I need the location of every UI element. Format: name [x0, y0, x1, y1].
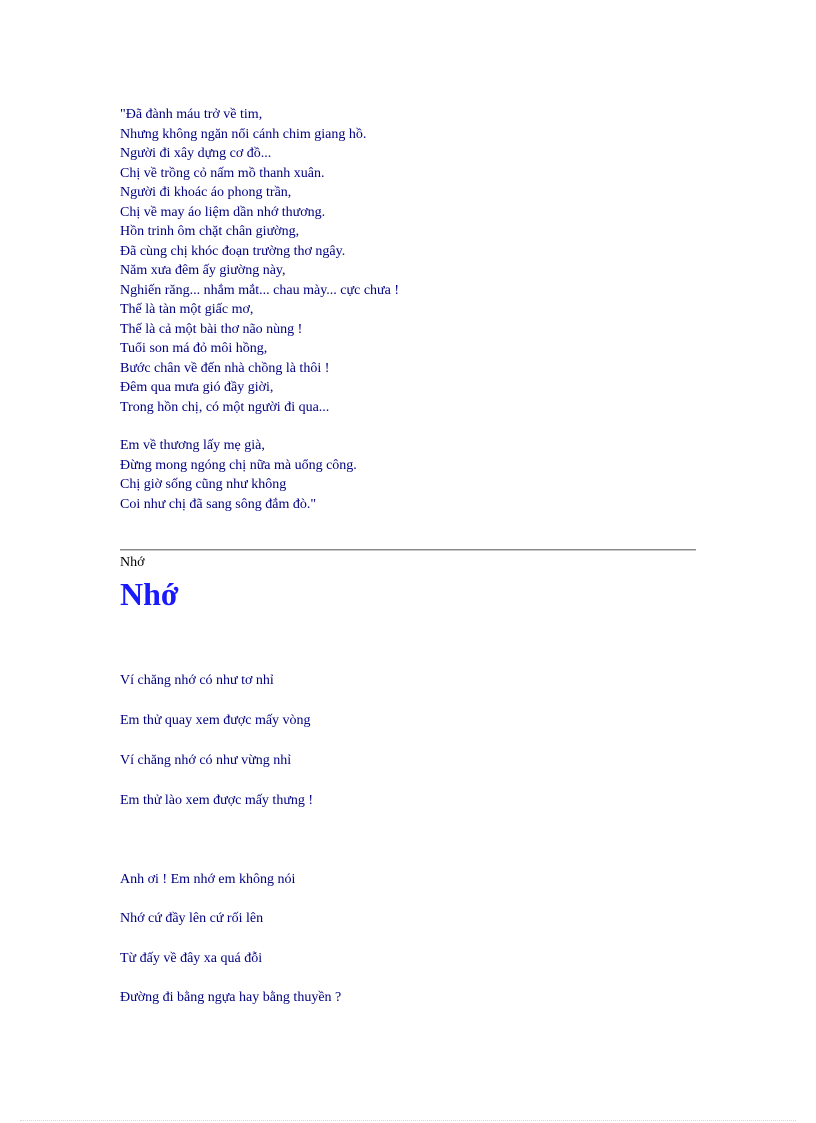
poem-line: Nhưng không ngăn nổi cánh chim giang hồ. — [120, 126, 367, 142]
poem-line: Đừng mong ngóng chị nữa mà uổng công. — [120, 457, 357, 473]
poem-line: Em về thương lấy mẹ già, — [120, 438, 265, 453]
poem-line: "Đã đành máu trở về tim, — [120, 107, 263, 122]
page-bottom-border — [20, 1120, 796, 1121]
poem-line: Em thử quay xem được mấy vòng — [120, 713, 311, 728]
poem-line: Anh ơi ! Em nhớ em không nói — [120, 872, 296, 887]
poem-line: Năm xưa đêm ấy giường này, — [120, 263, 286, 278]
poem-line: Chị về trồng cỏ nấm mồ thanh xuân. — [120, 165, 325, 181]
poem-line: Thế là cả một bài thơ não nùng ! — [120, 321, 303, 337]
poem-line: Chị về may áo liệm dần nhớ thương. — [120, 204, 326, 220]
poem-line: Em thử lào xem được mấy thưng ! — [120, 793, 314, 808]
poem-line: Thế là tàn một giấc mơ, — [120, 302, 254, 317]
poem-line: Người đi khoác áo phong trần, — [120, 185, 292, 200]
horizontal-rule — [120, 549, 696, 551]
poem-line: Đã cùng chị khóc đoạn trường thơ ngây. — [120, 243, 346, 259]
stanza-2 — [120, 436, 700, 514]
section-label: Nhớ — [120, 555, 145, 570]
poem-line: Đêm qua mưa gió đầy giời, — [120, 380, 274, 395]
poem-first — [120, 105, 700, 514]
poem-line: Coi như chị đã sang sông đắm đò." — [120, 496, 317, 512]
section-heading: Nhớ — [120, 576, 179, 612]
stanza-gap — [120, 417, 700, 436]
poem-line: Bước chân về đến nhà chồng là thôi ! — [120, 360, 330, 376]
poem-line: Người đi xây dựng cơ đồ... — [120, 146, 272, 161]
poem-line: Ví chăng nhớ có như vừng nhỉ — [120, 753, 292, 768]
poem-line: Đường đi bằng ngựa hay bằng thuyền ? — [120, 990, 342, 1005]
poem-line: Tuổi son má đỏ môi hồng, — [120, 341, 268, 356]
poem-line: Nghiến răng... nhắm mắt... chau mày... cực chưa ! — [120, 282, 400, 298]
poem-line: Hồn trinh ôm chặt chân giường, — [120, 224, 300, 239]
stanza-1 — [120, 105, 700, 417]
poem-line: Nhớ cứ đầy lên cứ rối lên — [120, 911, 264, 926]
poem-line: Chị giờ sống cũng như không — [120, 477, 287, 492]
poem-line: Ví chăng nhớ có như tơ nhỉ — [120, 673, 274, 688]
poem-line: Trong hồn chị, có một người đi qua... — [120, 399, 330, 415]
poem-line: Từ đấy về đây xa quá đỗi — [120, 951, 263, 966]
